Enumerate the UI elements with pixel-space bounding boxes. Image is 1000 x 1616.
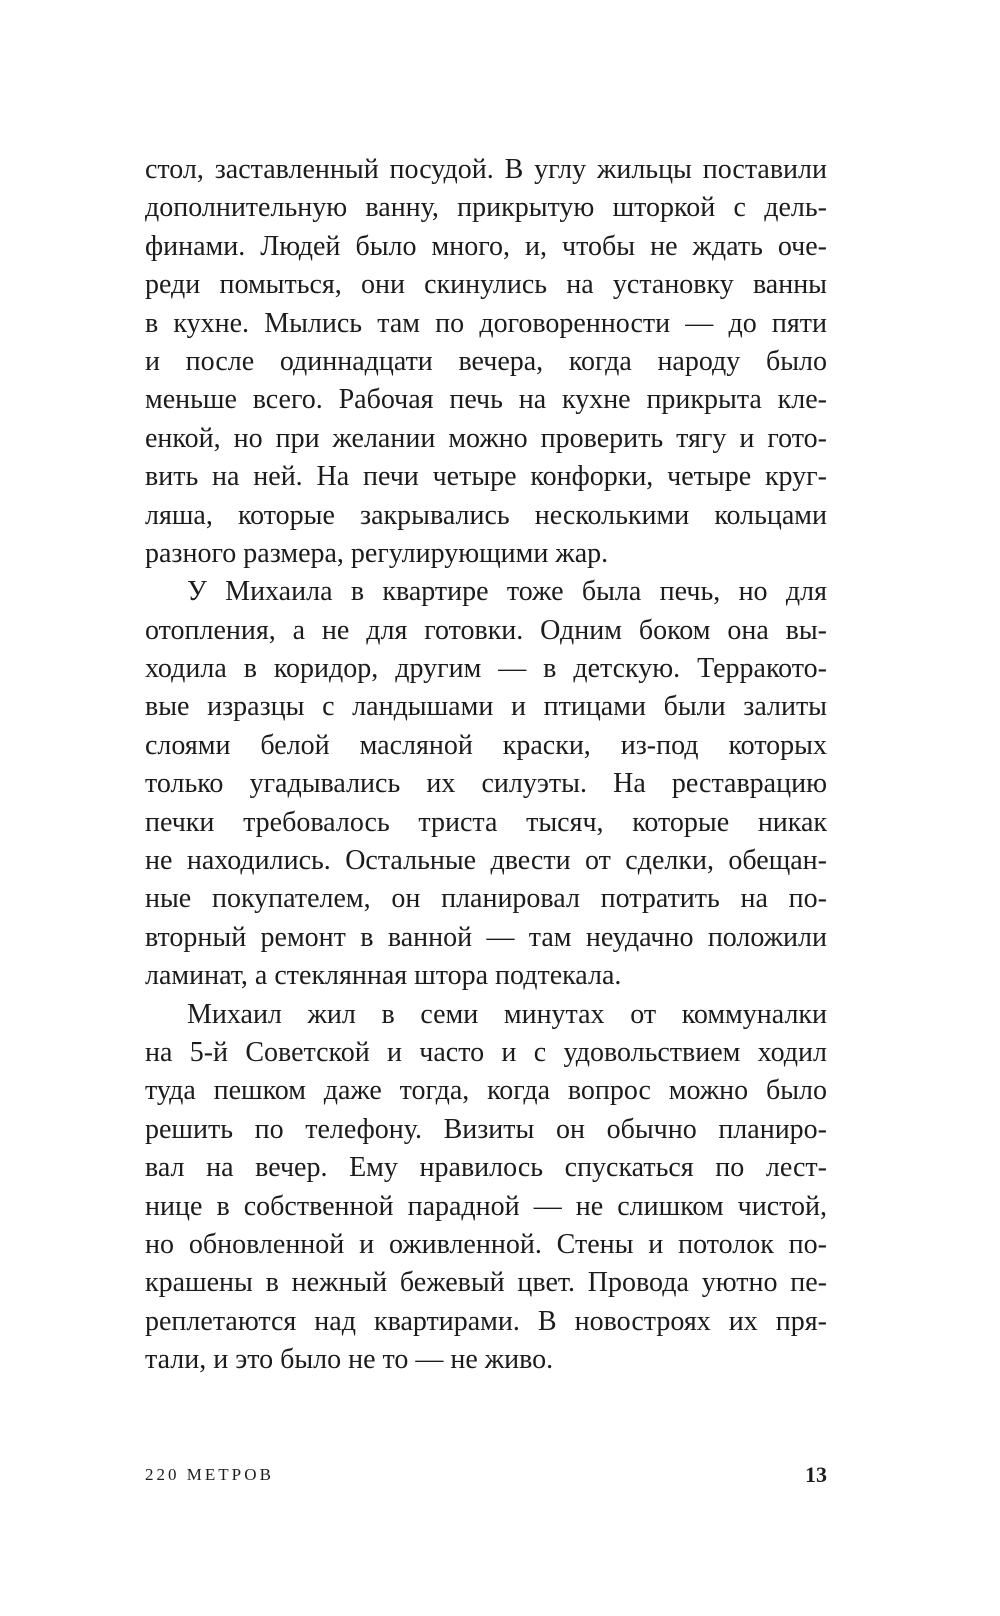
page-footer — [145, 1460, 827, 1490]
text-line: дополнительную ванну, прикрытую шторкой с дель- — [145, 192, 827, 224]
text-line: и после одиннадцати вечера, когда народу было — [145, 345, 827, 377]
text-line: енкой, но при желании можно проверить тягу и гото- — [145, 422, 827, 454]
page-number: 13 — [805, 1462, 827, 1487]
text-line: ляша, которые закрывались несколькими кольцами — [145, 499, 827, 531]
text-line: вал на вечер. Ему нравилось спускаться по лест- — [145, 1152, 827, 1184]
text-line: вторный ремонт в ванной — там неудачно положили — [145, 921, 827, 953]
text-line: не находились. Остальные двести от сделки, обещан- — [145, 845, 827, 877]
text-line: крашены в нежный бежевый цвет. Провода уютно пе- — [145, 1267, 827, 1299]
text-line: Михаил жил в семи минутах от коммуналки — [187, 998, 827, 1030]
text-line: нице в собственной парадной — не слишком чистой, — [145, 1190, 827, 1222]
text-line: но обновленной и оживленной. Стены и потолок по- — [145, 1228, 827, 1260]
text-line: реди помыться, они скинулись на установку ванны — [145, 269, 827, 301]
text-line: туда пешком даже тогда, когда вопрос можно было — [145, 1075, 827, 1107]
text-line: вые изразцы с ландышами и птицами были залиты — [145, 691, 827, 723]
text-line: решить по телефону. Визиты он обычно планиро- — [145, 1113, 827, 1145]
body-text — [145, 151, 827, 1380]
text-line: меньше всего. Рабочая печь на кухне прикрыта кле- — [145, 384, 827, 416]
text-line: только угадывались их силуэты. На реставрацию — [145, 768, 827, 800]
text-line: ламинат, а стеклянная штора подтекала. — [145, 960, 622, 992]
text-line: отопления, а не для готовки. Одним боком она вы- — [145, 614, 827, 646]
running-title: 220 МЕТРОВ — [145, 1465, 274, 1484]
text-line: слоями белой масляной краски, из-под которых — [145, 729, 827, 761]
text-line: реплетаются над квартирами. В новостроях их пря- — [145, 1305, 827, 1337]
text-line: разного размера, регулирующими жар. — [145, 537, 609, 569]
text-line: в кухне. Мылись там по договоренности — до пяти — [145, 307, 827, 339]
text-line: ходила в коридор, другим — в детскую. Терракото- — [145, 653, 827, 685]
text-line: ные покупателем, он планировал потратить на по- — [145, 883, 827, 915]
text-line: тали, и это было не то — не живо. — [145, 1344, 554, 1376]
text-line: стол, заставленный посудой. В углу жильцы поставили — [145, 154, 827, 185]
text-line: У Михаила в квартире тоже была печь, но для — [187, 576, 827, 608]
text-line: финами. Людей было много, и, чтобы не ждать оче- — [145, 230, 827, 262]
text-line: на 5-й Советской и часто и с удовольствием ходил — [145, 1036, 827, 1068]
text-line: печки требовалось триста тысяч, которые никак — [145, 806, 827, 838]
text-line: вить на ней. На печи четыре конфорки, четыре круг- — [145, 461, 827, 493]
